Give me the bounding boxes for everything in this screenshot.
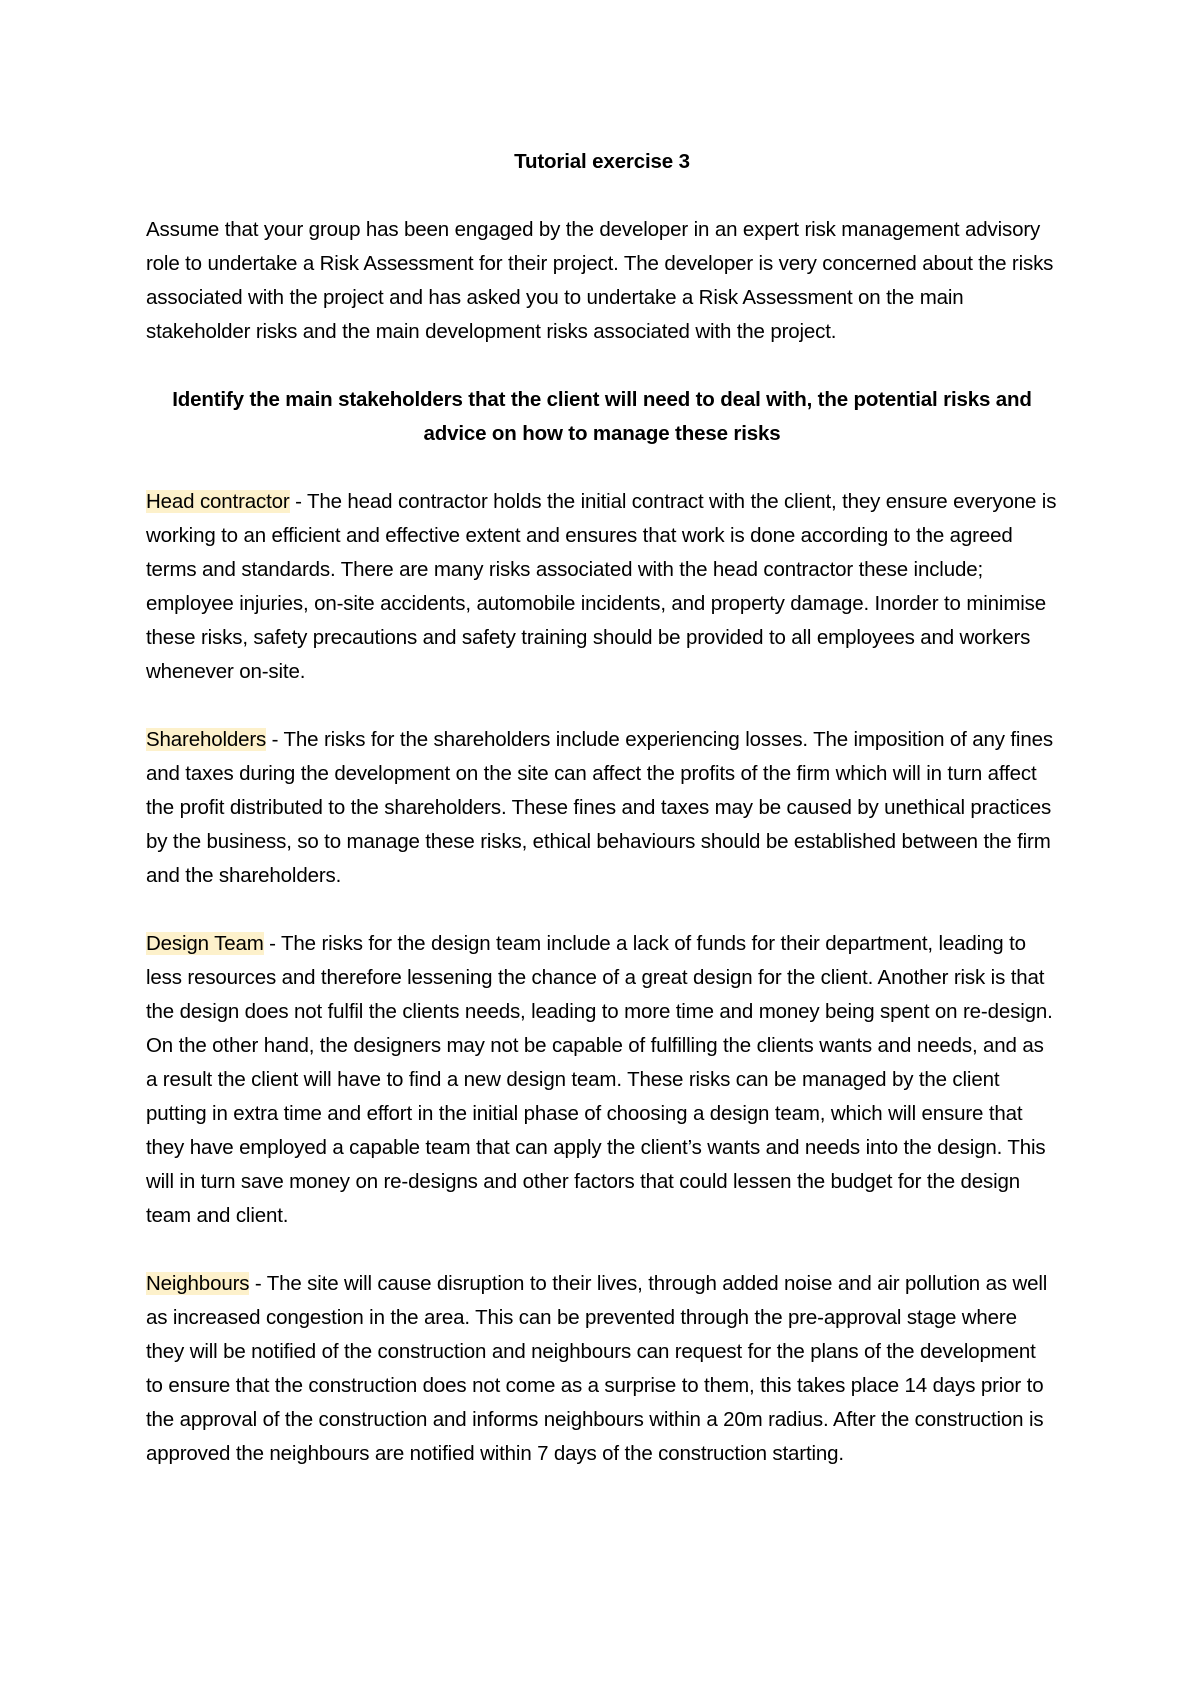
document-content [146,145,1058,1505]
document-title: Tutorial exercise 3 [514,150,690,173]
section-shareholders [146,723,1058,893]
task-question: Identify the main stakeholders that the client will need to deal with, the potential risks and advice on how to manage these risks [172,388,1032,445]
section-heading-design-team: Design Team [146,932,264,955]
section-body-design-team: - The risks for the design team include a lack of funds for their department, leading to less resources and therefore lessening the chance of a great design for the client. Another risk is that the design does not fulfil the clients needs, leading to more time and money being spent on re-design. On the other hand, the designers may not be capable of fulfilling the clients wants and needs, and as a result the client will have to find a new design team. These risks can be managed by the client putting in extra time and effort in the initial phase of choosing a design team, which will ensure that they have employed a capable team that can apply the client’s wants and needs into the design. This will in turn save money on re-designs and other factors that could lessen the budget for the design team and client. [146,932,1053,1227]
section-head-contractor [146,485,1058,689]
section-heading-neighbours: Neighbours [146,1272,250,1295]
section-neighbours [146,1267,1058,1471]
intro-paragraph: Assume that your group has been engaged by the developer in an expert risk management advisory role to undertake a Risk Assessment for their project. The developer is very concerned about the risks associated with the project and has asked you to undertake a Risk Assessment on the main stakeholder risks and the main development risks associated with the project. [146,218,1054,343]
section-body-shareholders: - The risks for the shareholders include experiencing losses. The imposition of any fines and taxes during the development on the site can affect the profits of the firm which will in turn affect the profit distributed to the shareholders. These fines and taxes may be caused by unethical practices by the business, so to manage these risks, ethical behaviours should be established between the firm and the shareholders. [146,728,1053,887]
section-design-team [146,927,1058,1233]
section-body-neighbours: - The site will cause disruption to their lives, through added noise and air pollution as well as increased congestion in the area. This can be prevented through the pre-approval stage where they will be notified of the construction and neighbours can request for the plans of the development to ensure that the construction does not come as a surprise to them, this takes place 14 days prior to the approval of the construction and informs neighbours within a 20m radius. After the construction is approved the neighbours are notified within 7 days of the construction starting. [146,1272,1048,1465]
section-heading-head-contractor: Head contractor [146,490,290,513]
section-heading-shareholders: Shareholders [146,728,267,751]
section-body-head-contractor: - The head contractor holds the initial contract with the client, they ensure everyone is working to an efficient and effective extent and ensures that work is done according to the agreed terms and standards. There are many risks associated with the head contractor these include; employee injuries, on-site accidents, automobile incidents, and property damage. Inorder to minimise these risks, safety precautions and safety training should be provided to all employees and workers whenever on-site. [146,490,1057,683]
